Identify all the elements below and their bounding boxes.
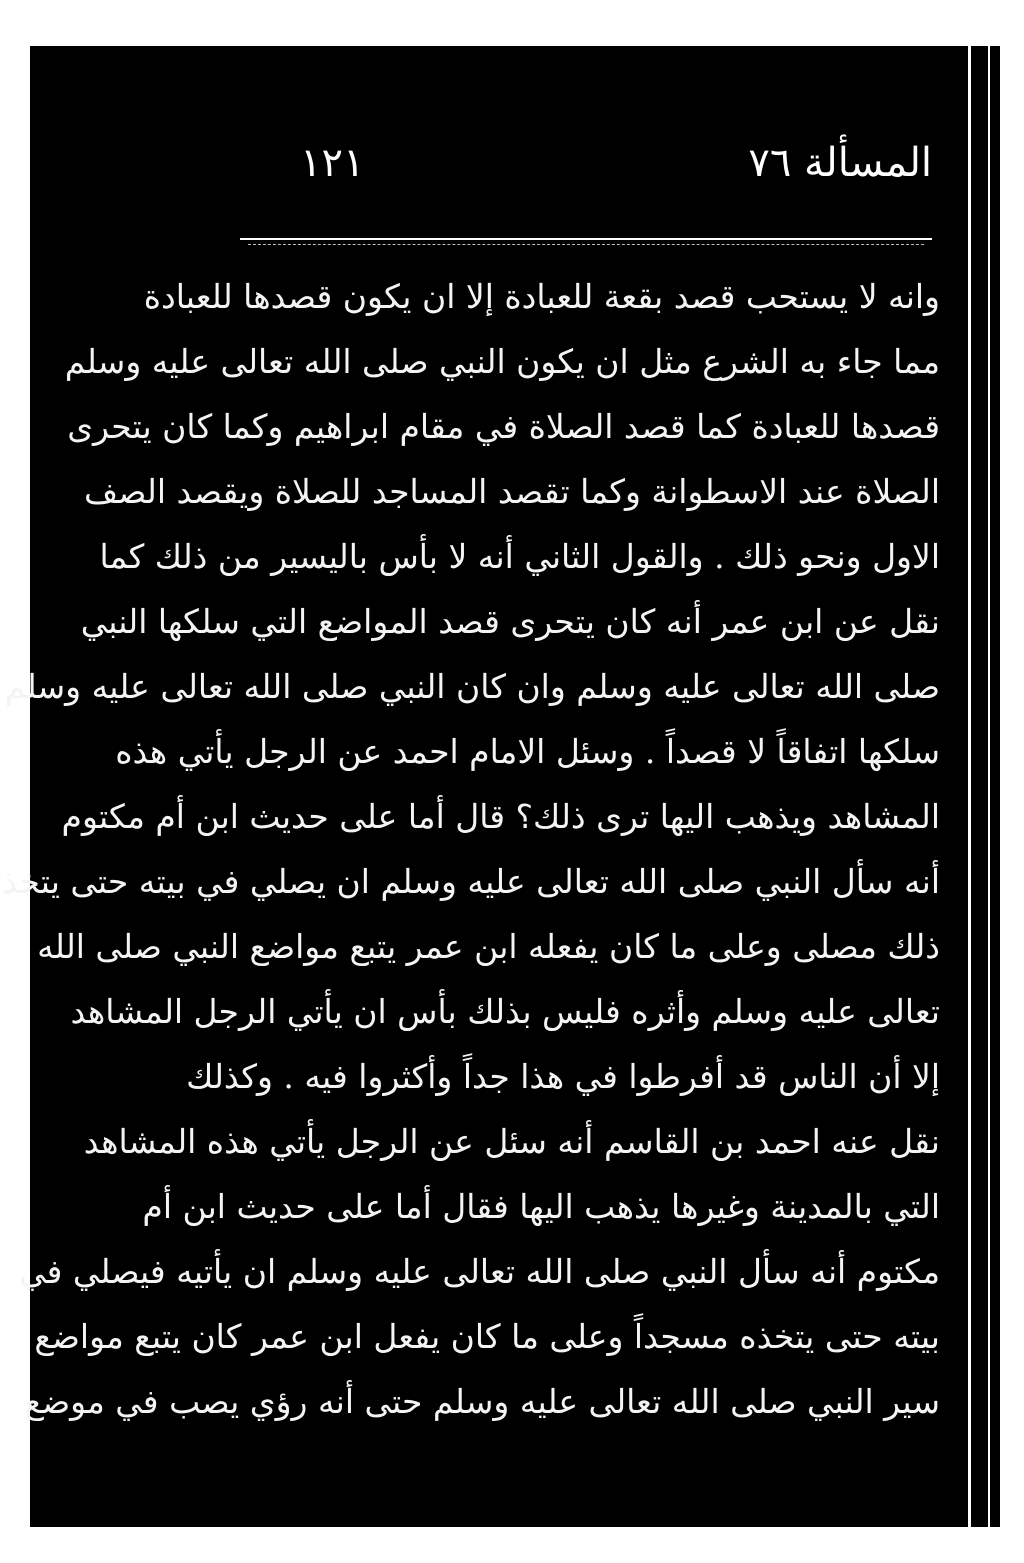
text-line: بيته حتى يتخذه مسجداً وعلى ما كان يفعل ابن عمر كان يتبع مواضع (34, 1317, 940, 1356)
text-line: الصلاة عند الاسطوانة وكما تقصد المساجد للصلاة ويقصد الصف (84, 472, 940, 511)
text-line: نقل عن ابن عمر أنه كان يتحرى قصد المواضع التي سلكها النبي (80, 602, 940, 641)
body-text (2, 264, 940, 1434)
text-line: سير النبي صلى الله تعالى عليه وسلم حتى أنه رؤي يصب في موضع (24, 1382, 940, 1421)
text-line: ذلك مصلى وعلى ما كان يفعله ابن عمر يتبع مواضع النبي صلى الله (37, 927, 940, 966)
page-number: ١٢١ (300, 140, 365, 186)
text-line: وانه لا يستحب قصد بقعة للعبادة إلا ان يكون قصدها للعبادة (143, 277, 940, 316)
page-header (240, 128, 932, 198)
scan-edge-line (988, 0, 990, 1563)
section-title: المسألة ٧٦ (748, 140, 932, 186)
text-line: إلا أن الناس قد أفرطوا في هذا جداً وأكثروا فيه . وكذلك (186, 1057, 940, 1096)
text-line: المشاهد ويذهب اليها ترى ذلك؟ قال أما على حديث ابن أم مكتوم (61, 797, 940, 836)
scan-edge-line (1004, 0, 1007, 1563)
text-line: مكتوم أنه سأل النبي صلى الله تعالى عليه وسلم ان يأتيه فيصلي في (19, 1252, 940, 1291)
text-line: أنه سأل النبي صلى الله تعالى عليه وسلم ان يصلي في بيته حتى يتخذ (2, 862, 940, 901)
header-rule (240, 238, 932, 240)
text-line: الاول ونحو ذلك . والقول الثاني أنه لا بأس باليسير من ذلك كما (99, 537, 940, 576)
text-line: التي بالمدينة وغيرها يذهب اليها فقال أما على حديث ابن أم (142, 1187, 940, 1226)
scan-edge-line (968, 0, 971, 1563)
text-line: صلى الله تعالى عليه وسلم وان كان النبي صلى الله تعالى عليه وسلم (4, 667, 940, 706)
header-rule-dashed (248, 244, 924, 245)
text-line: قصدها للعبادة كما قصد الصلاة في مقام ابراهيم وكما كان يتحرى (67, 407, 940, 446)
text-line: نقل عنه احمد بن القاسم أنه سئل عن الرجل يأتي هذه المشاهد (83, 1122, 940, 1161)
text-line: مما جاء به الشرع مثل ان يكون النبي صلى الله تعالى عليه وسلم (64, 342, 940, 381)
text-line: تعالى عليه وسلم وأثره فليس بذلك بأس ان يأتي الرجل المشاهد (70, 992, 940, 1031)
text-line: سلكها اتفاقاً لا قصداً . وسئل الامام احمد عن الرجل يأتي هذه (115, 732, 940, 771)
